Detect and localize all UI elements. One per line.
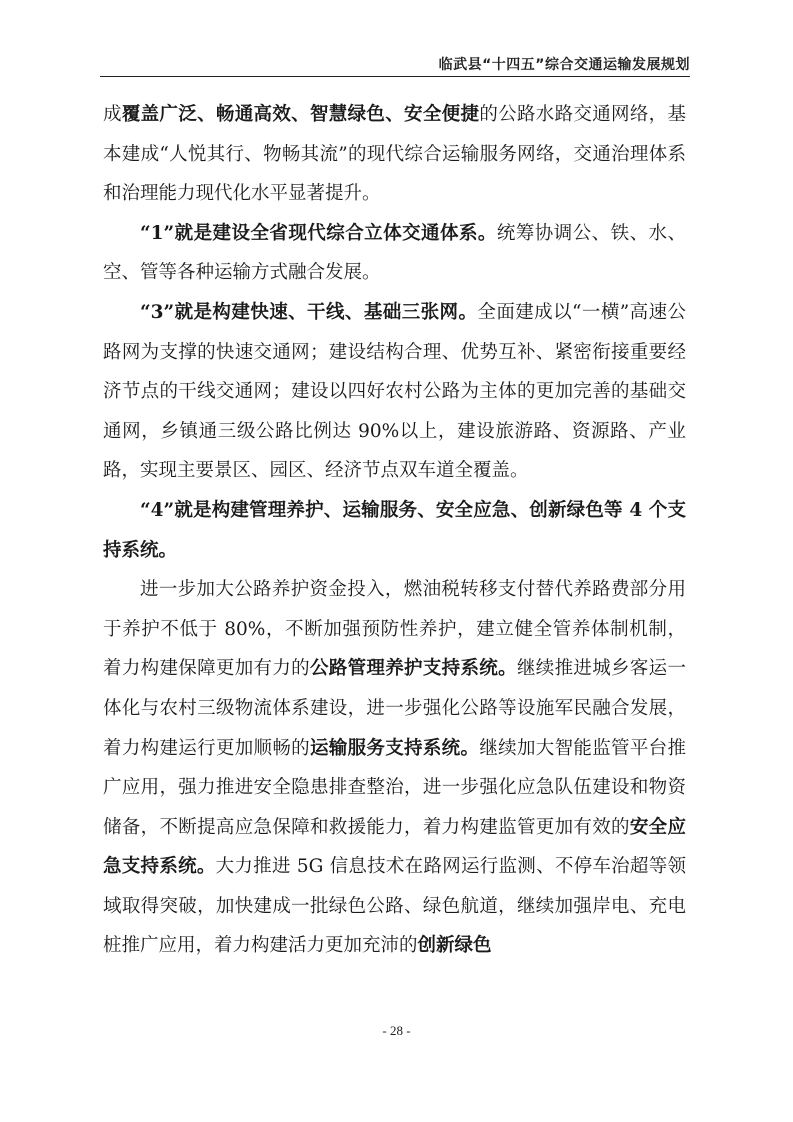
- p5-bold-3: 安全应急支持系统。: [103, 816, 686, 878]
- p5-text-1: 进一步加大公路养护资金投入，燃油税转移支付替代养路费部分用于养护不低于 80%，不断加强预防性养护，建立健全管养体制机制，着力构建保障更加有力的: [103, 579, 686, 680]
- p5-text-4: 大力推进 5G 信息技术在路网运行监测、不停车治超等领域取得突破，加快建成一批绿色公路、绿色航道，继续加强岸电、充电桩推广应用，着力构建活力更加充沛的: [103, 856, 686, 957]
- p1-bold-1: 覆盖广泛、畅通高效、智慧绿色、安全便捷: [121, 104, 480, 125]
- paragraph-1: [103, 95, 686, 214]
- page-number: - 28 -: [382, 1023, 411, 1038]
- p5-text-3: 继续加大智能监管平台推广应用，强力推进安全隐患排查整治，进一步强化应急队伍建设和物资储备，不断提高应急保障和救援能力，着力构建监管更加有效的: [103, 737, 686, 838]
- p5-text-2: 继续推进城乡客运一体化与农村三级物流体系建设，进一步强化公路等设施军民融合发展，着力构建运行更加顺畅的: [103, 658, 686, 759]
- p5-bold-2: 运输服务支持系统。: [309, 737, 480, 759]
- p1-text-2: 的公路水路交通网络，基本建成“人悦其行、物畅其流”的现代综合运输服务网络，交通治理体系和治理能力现代化水平显著提升。: [103, 104, 686, 205]
- p1-text-1: 成: [103, 104, 122, 125]
- p5-bold-1: 公路管理养护支持系统。: [309, 658, 517, 680]
- p3-text-1: 全面建成以“一横”高速公路网为支撑的快速交通网；建设结构合理、优势互补、紧密衔接重要经济节点的干线交通网；建设以四好农村公路为主体的更加完善的基础交通网，乡镇通三级公路比例达 90%以上，建设旅游路、资源路、产业路，实现主要景区、园区、经济节点双车道全覆盖。: [103, 301, 687, 482]
- paragraph-5: [103, 570, 686, 966]
- paragraph-2: [103, 214, 686, 293]
- p5-bold-4: 创新绿色: [417, 935, 492, 957]
- paragraph-4: [103, 491, 686, 570]
- paragraph-3: [103, 293, 686, 491]
- p2-bold-1: “1”就是建设全省现代综合立体交通体系。: [140, 222, 497, 244]
- header-title: 临武县“十四五”综合交通运输发展规划: [438, 57, 690, 73]
- page-header: [100, 50, 690, 77]
- body-text: [103, 95, 686, 966]
- p2-text-1: 统筹协调公、铁、水、空、管等各种运输方式融合发展。: [103, 222, 686, 284]
- p3-bold-1: “3”就是构建快速、干线、基础三张网。: [140, 301, 478, 323]
- p4-bold-1: “4”就是构建管理养护、运输服务、安全应急、创新绿色等 4 个支持系统。: [103, 499, 686, 561]
